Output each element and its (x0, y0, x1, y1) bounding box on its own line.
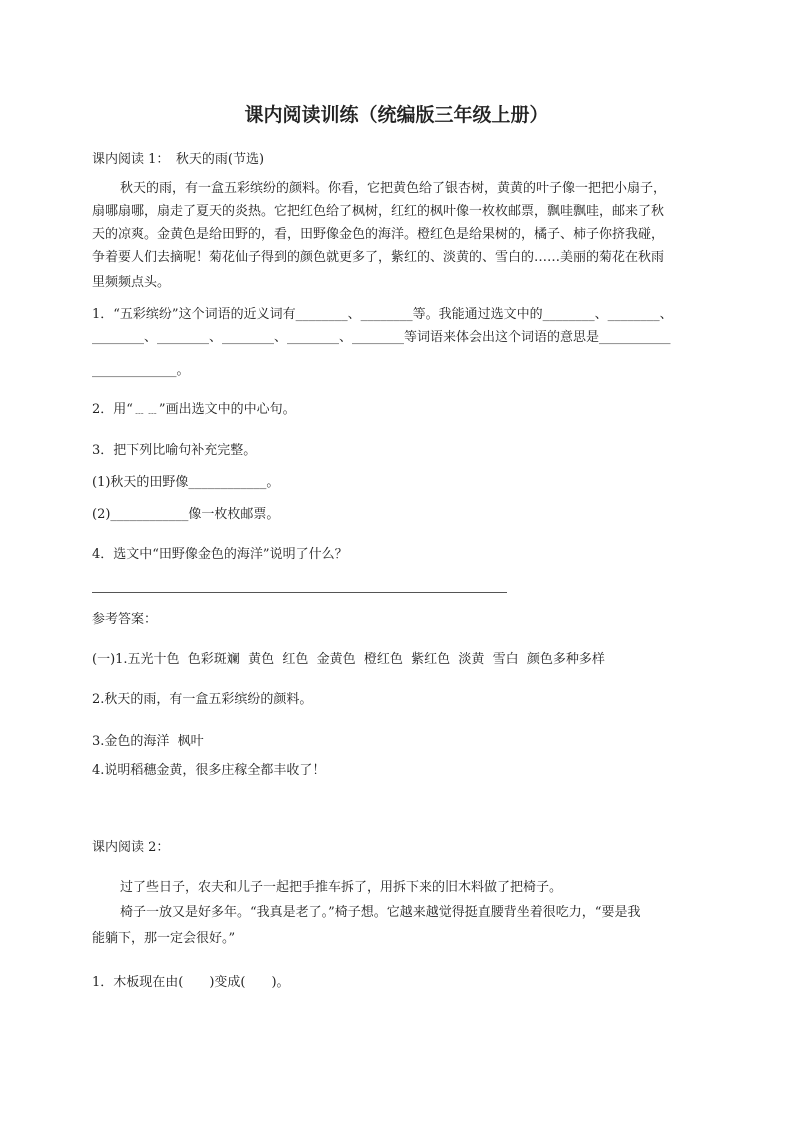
paragraph-line: 能躺下，那一定会很好。” (92, 931, 236, 946)
answer-1: (一)1.五光十色 色彩斑斓 黄色 红色 金黄色 橙红色 紫红色 淡黄 雪白 颜色多种多样 (92, 652, 605, 667)
question-1: 1．“五彩缤纷”这个词语的近义词有________、________等。我能通过选文中的________、________、 (92, 307, 673, 322)
question-3b: (2)____________像一枚枚邮票。 (92, 507, 280, 522)
reading2-heading: 课内阅读 2： (92, 840, 170, 855)
paragraph-line: 过了些日子，农夫和儿子一起把手推车拆了，用拆下来的旧木料做了把椅子。 (120, 880, 563, 895)
answer-2: 2.秋天的雨，有一盒五彩缤纷的颜料。 (92, 692, 313, 707)
answer-3: 3.金色的海洋 枫叶 (92, 734, 204, 749)
question-1: _____________。 (92, 363, 190, 378)
answer-4: 4.说明稻穗金黄，很多庄稼全都丰收了！ (92, 763, 326, 778)
paragraph-line: 秋天的雨，有一盒五彩缤纷的颜料。你看，它把黄色给了银杏树，黄黄的叶子像一把把小扇子， (120, 181, 667, 196)
question-3a: (1)秋天的田野像____________。 (92, 475, 280, 490)
paragraph-line: 争着要人们去摘呢！菊花仙子得到的颜色就更多了，紫红的、淡黄的、雪白的……美丽的菊花在秋雨 (92, 250, 665, 265)
page-title: 课内阅读训练（统编版三年级上册） (244, 104, 549, 126)
answers-heading: 参考答案： (92, 612, 158, 627)
paragraph-line: 里频频点头。 (92, 275, 171, 290)
question-2: 2．用“﹍﹍”画出选文中的中心句。 (92, 402, 296, 417)
question-4: 4．选文中“田野像金色的海洋”说明了什么？ (92, 547, 348, 562)
paragraph-line: 天的凉爽。金黄色是给田野的，看，田野像金色的海洋。橙红色是给果树的，橘子、柿子你挤我碰， (92, 227, 665, 242)
paragraph-line: 椅子一放又是好多年。“我真是老了。”椅子想。它越来越觉得挺直腰背坐着很吃力，“要是我 (120, 905, 641, 920)
paragraph-line: 扇哪扇哪，扇走了夏天的炎热。它把红色给了枫树，红红的枫叶像一枚枚邮票，飘哇飘哇，邮来了秋 (92, 204, 665, 219)
reading2-question-1: 1．木板现在由( )变成( )。 (92, 975, 290, 990)
question-3: 3．把下列比喻句补充完整。 (92, 443, 257, 458)
answer-line (92, 592, 507, 593)
reading1-heading: 课内阅读 1： 秋天的雨(节选) (92, 152, 265, 167)
question-1: ________、________、________、________、________等词语来体会出这个词语的意思是___________ (92, 330, 671, 345)
